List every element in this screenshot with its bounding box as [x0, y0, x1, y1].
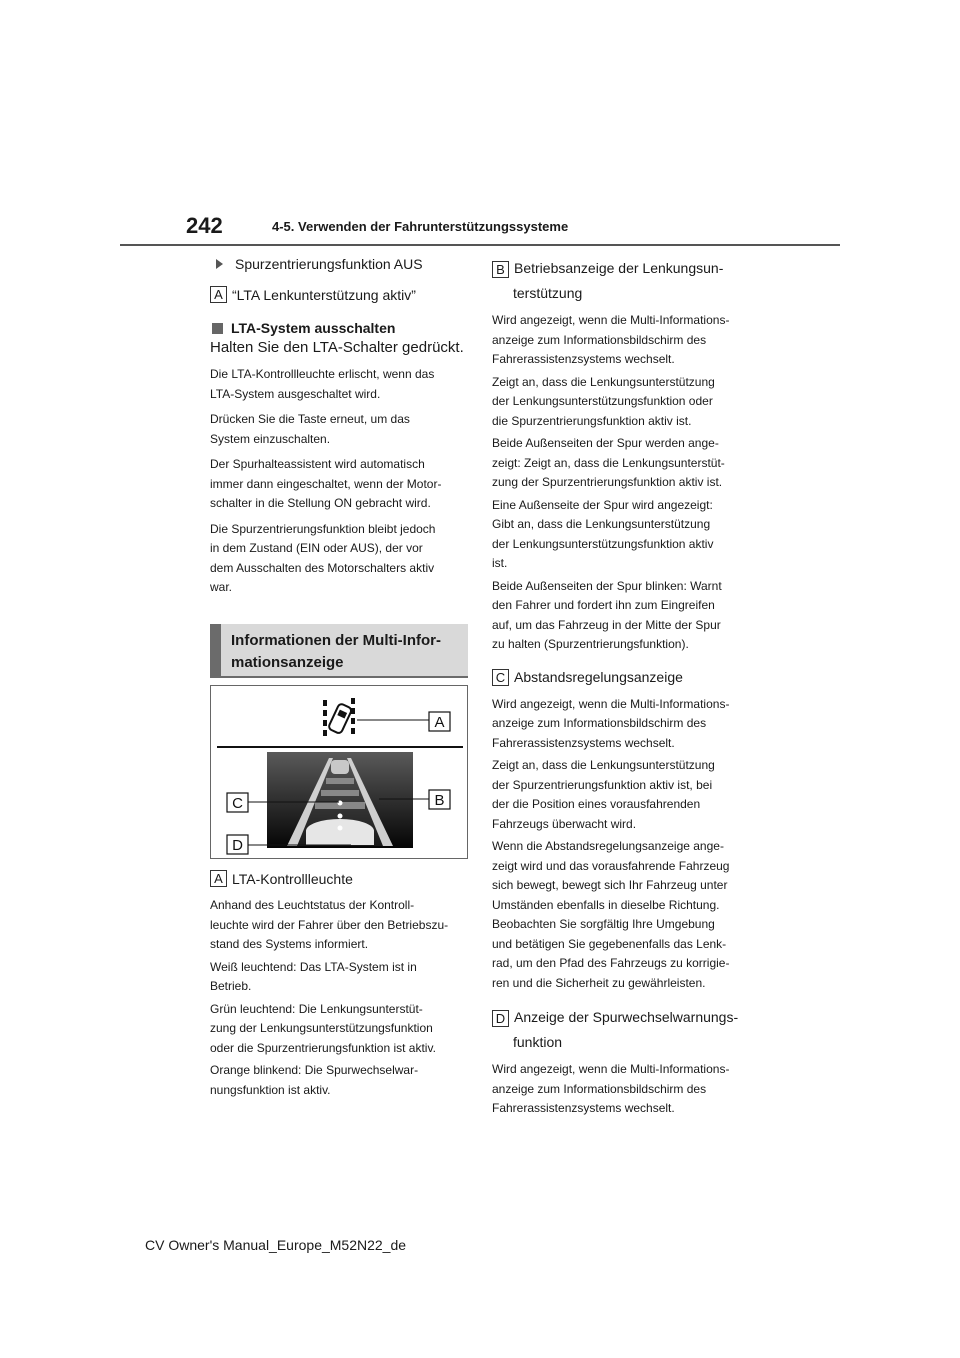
figure-label-c: C: [232, 795, 243, 812]
figure-label-d: D: [232, 837, 243, 854]
subheading: [210, 320, 468, 336]
instruction: Halten Sie den LTA-Schalter gedrückt.: [210, 339, 464, 356]
paragraph: Orange blinkend: Die Spurwechselwar- nungsfunktion ist aktiv.: [210, 1063, 419, 1097]
figure-label-a: A: [434, 714, 445, 731]
paragraph: Beide Außenseiten der Spur werden ange- zeigt: Zeigt an, dass die Lenkungsunterstüt- zung der Spurzentrierungsfunktion aktiv ist.: [492, 436, 725, 489]
page-number: 242: [186, 213, 223, 238]
section-title: 4-5. Verwenden der Fahrunterstützungssysteme: [272, 219, 569, 234]
label-c-badge: C: [492, 669, 509, 686]
paragraph: Die LTA-Kontrollleuchte erlischt, wenn das LTA-System ausgeschaltet wird.: [210, 367, 435, 401]
square-bullet-icon: [212, 323, 223, 334]
screen-illustration: [267, 752, 413, 848]
right-column: [492, 256, 750, 1119]
paragraph: Weiß leuchtend: Das LTA-System ist in Betrieb.: [210, 959, 417, 993]
section-box: [210, 624, 468, 676]
section-box-line1: Informationen der Multi-Infor-: [231, 631, 441, 649]
label-a2-badge: A: [210, 870, 227, 887]
label-d-row: D Anzeige der Spurwechselwarnungs- funktion: [492, 1005, 750, 1054]
paragraph: Der Spurhalteassistent wird automatisch immer dann eingeschaltet, wenn der Motor- schalter in die Stellung ON gebracht wird.: [210, 457, 442, 510]
arrow-item-text: Spurzentrierungsfunktion AUS: [235, 256, 423, 272]
arrow-item: [210, 256, 468, 272]
paragraph: Anhand des Leuchtstatus der Kontroll- leuchte wird der Fahrer über den Betriebszu- stand des Systems informiert.: [210, 898, 449, 951]
lta-indicator-icon: [323, 698, 431, 736]
triangle-right-icon: [216, 259, 223, 269]
label-d-badge: D: [492, 1010, 509, 1027]
footer-manual-id: CV Owner's Manual_Europe_M52N22_de: [145, 1237, 407, 1253]
paragraph: Wenn die Abstandsregelungsanzeige ange- zeigt wird und das vorausfahrende Fahrzeug sich bewegt, bewegt sich Ihr Fahrzeug unter Umständen ebenfalls in dieselbe Richtung. Beobachten Sie sorgfältig Ihre Umgebung und betätigen Sie gegebenenfalls das Lenk- rad, um den Pfad des Fahrzeugs zu korrigie- ren und die Sicherheit zu gewährleisten.: [492, 839, 730, 990]
paragraph: Eine Außenseite der Spur wird angezeigt: Gibt an, dass die Lenkungsunterstützung der Lenkungsunterstützungsfunktion aktiv ist.: [492, 497, 714, 570]
label-b-badge: B: [492, 261, 509, 278]
paragraph: Wird angezeigt, wenn die Multi-Informations- anzeige zum Informationsbildschirm des Fahrerassistenzsystems wechselt.: [492, 696, 730, 750]
header-rule: [120, 244, 840, 246]
label-a-row: [210, 286, 468, 303]
display-figure: [210, 685, 468, 859]
label-a2-row: [210, 870, 468, 887]
left-column: [210, 256, 468, 676]
paragraph: Zeigt an, dass die Lenkungsunterstützung der Spurzentrierungsfunktion aktiv ist, bei der die Position eines vorausfahrenden Fahrzeugs überwacht wird.: [492, 758, 715, 831]
subheading-text: LTA-System ausschalten: [231, 320, 396, 336]
label-c-row: C Abstandsregelungsanzeige: [492, 669, 750, 686]
label-a-badge: A: [210, 286, 227, 303]
paragraph: Wird angezeigt, wenn die Multi-Informations- anzeige zum Informationsbildschirm des Fahrerassistenzsystems wechselt.: [492, 313, 730, 366]
left-column-lower: [210, 870, 468, 1100]
paragraph: Drücken Sie die Taste erneut, um das System einzuschalten.: [210, 412, 410, 446]
section-box-line2: mationsanzeige: [231, 653, 344, 671]
label-b-row: B Betriebsanzeige der Lenkungsun- terstützung: [492, 256, 750, 305]
paragraph: Die Spurzentrierungsfunktion bleibt jedoch in dem Zustand (EIN oder AUS), der vor dem Ausschalten des Motorschalters aktiv war.: [210, 521, 436, 594]
figure-label-b: B: [434, 792, 445, 809]
paragraph: Wird angezeigt, wenn die Multi-Informations- anzeige zum Informationsbildschirm des Fahrerassistenzsystems wechselt.: [492, 1062, 730, 1115]
paragraph: Zeigt an, dass die Lenkungsunterstützung der Lenkungsunterstützungsfunktion oder die Spurzentrierungsfunktion aktiv ist.: [492, 374, 715, 428]
paragraph: Beide Außenseiten der Spur blinken: Warnt den Fahrer und fordert ihn zum Eingreifen auf, um das Fahrzeug in der Mitte der Spur zu halten (Spurzentrierungsfunktion).: [492, 578, 722, 651]
paragraph: Grün leuchtend: Die Lenkungsunterstüt- zung der Lenkungsunterstützungsfunktion oder die Spurzentrierungsfunktion ist aktiv.: [210, 1001, 436, 1055]
label-a-text: “LTA Lenkunterstützung aktiv”: [232, 286, 416, 303]
label-a2-text: LTA-Kontrollleuchte: [232, 870, 353, 887]
multi-info-display-illustration: [211, 686, 467, 858]
